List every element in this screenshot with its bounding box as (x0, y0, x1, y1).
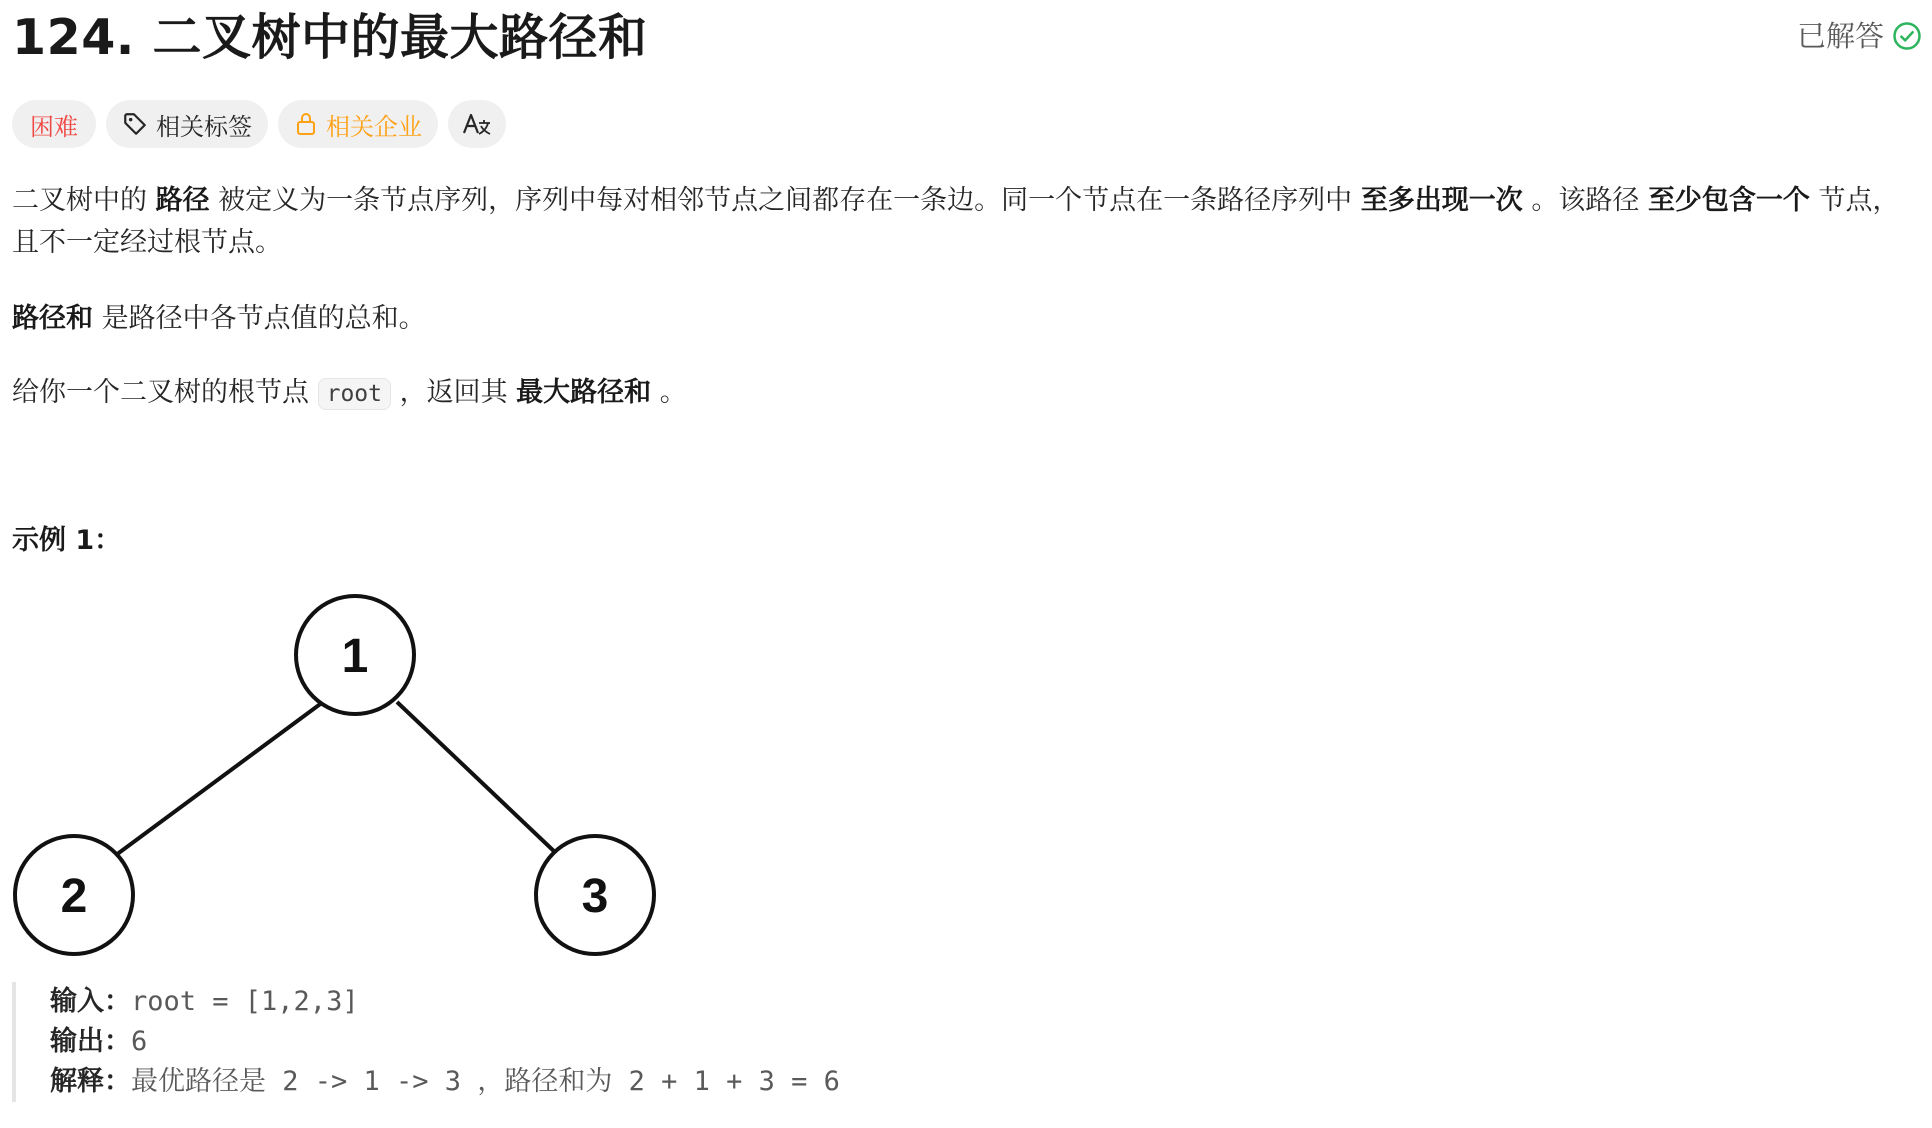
example-1-block (12, 982, 1250, 1102)
page-title: 124. 二叉树中的最大路径和 (12, 9, 648, 66)
explain-text: 最优路径是 (131, 1066, 266, 1097)
related-companies-button[interactable] (278, 100, 438, 148)
related-tags-label: 相关标签 (156, 112, 252, 141)
desc-bold: 路径和 (12, 303, 93, 334)
input-label: 输入： (50, 986, 131, 1017)
difficulty-label: 困难 (30, 112, 78, 141)
solved-status (1797, 14, 1922, 58)
tree-edge (116, 702, 323, 855)
input-value: root = [1,2,3] (131, 986, 359, 1017)
tag-icon (122, 111, 148, 137)
desc-bold: 至多出现一次 (1360, 185, 1523, 216)
desc-bold: 最大路径和 (516, 377, 652, 408)
desc-text: 被定义为一条节点序列，序列中每对相邻节点之间都存在一条边。同一个节点在一条路径序列中 (209, 185, 1361, 216)
output-label: 输出： (50, 1026, 131, 1057)
example-output-row (50, 1022, 1250, 1062)
related-tags-button[interactable] (106, 100, 268, 148)
desc-text: 节点，且不一定经过根节点。 (12, 185, 1900, 258)
example-explain-row (50, 1062, 1250, 1102)
desc-text: ，返回其 (390, 377, 517, 408)
desc-text: 。 (651, 377, 687, 408)
tree-edge (397, 702, 558, 855)
explain-sum: 2 + 1 + 3 = 6 (612, 1066, 840, 1097)
desc-bold: 路径 (155, 185, 210, 216)
inline-code-root: root (318, 378, 391, 410)
explain-mid: ，路径和为 (477, 1066, 613, 1097)
example-input-row (50, 982, 1250, 1022)
lock-icon (294, 111, 318, 137)
related-companies-label: 相关企业 (326, 112, 422, 141)
tree-node-label: 3 (581, 870, 609, 923)
explain-label: 解释： (50, 1066, 131, 1097)
desc-bold: 至少包含一个 (1647, 185, 1810, 216)
check-circle-icon (1892, 21, 1922, 51)
translate-icon (462, 111, 492, 137)
desc-text: 是路径中各节点值的总和。 (93, 303, 426, 334)
description-paragraph-1 (12, 180, 1917, 264)
output-value: 6 (131, 1026, 148, 1057)
binary-tree-diagram (10, 590, 670, 962)
description-paragraph-3 (12, 372, 1917, 415)
tree-node-label: 1 (341, 630, 369, 683)
desc-text: 给你一个二叉树的根节点 (12, 377, 318, 408)
explain-path: 2 -> 1 -> 3 (266, 1066, 478, 1097)
difficulty-badge (12, 100, 96, 148)
translate-button[interactable] (448, 100, 506, 148)
example-1-title: 示例 1： (12, 525, 122, 556)
desc-text: 。该路径 (1522, 185, 1648, 216)
desc-text: 二叉树中的 (12, 185, 156, 216)
description-paragraph-2 (12, 298, 1917, 340)
tag-bar (12, 100, 506, 148)
tree-node-label: 2 (60, 870, 88, 923)
status-label: 已解答 (1796, 19, 1884, 53)
